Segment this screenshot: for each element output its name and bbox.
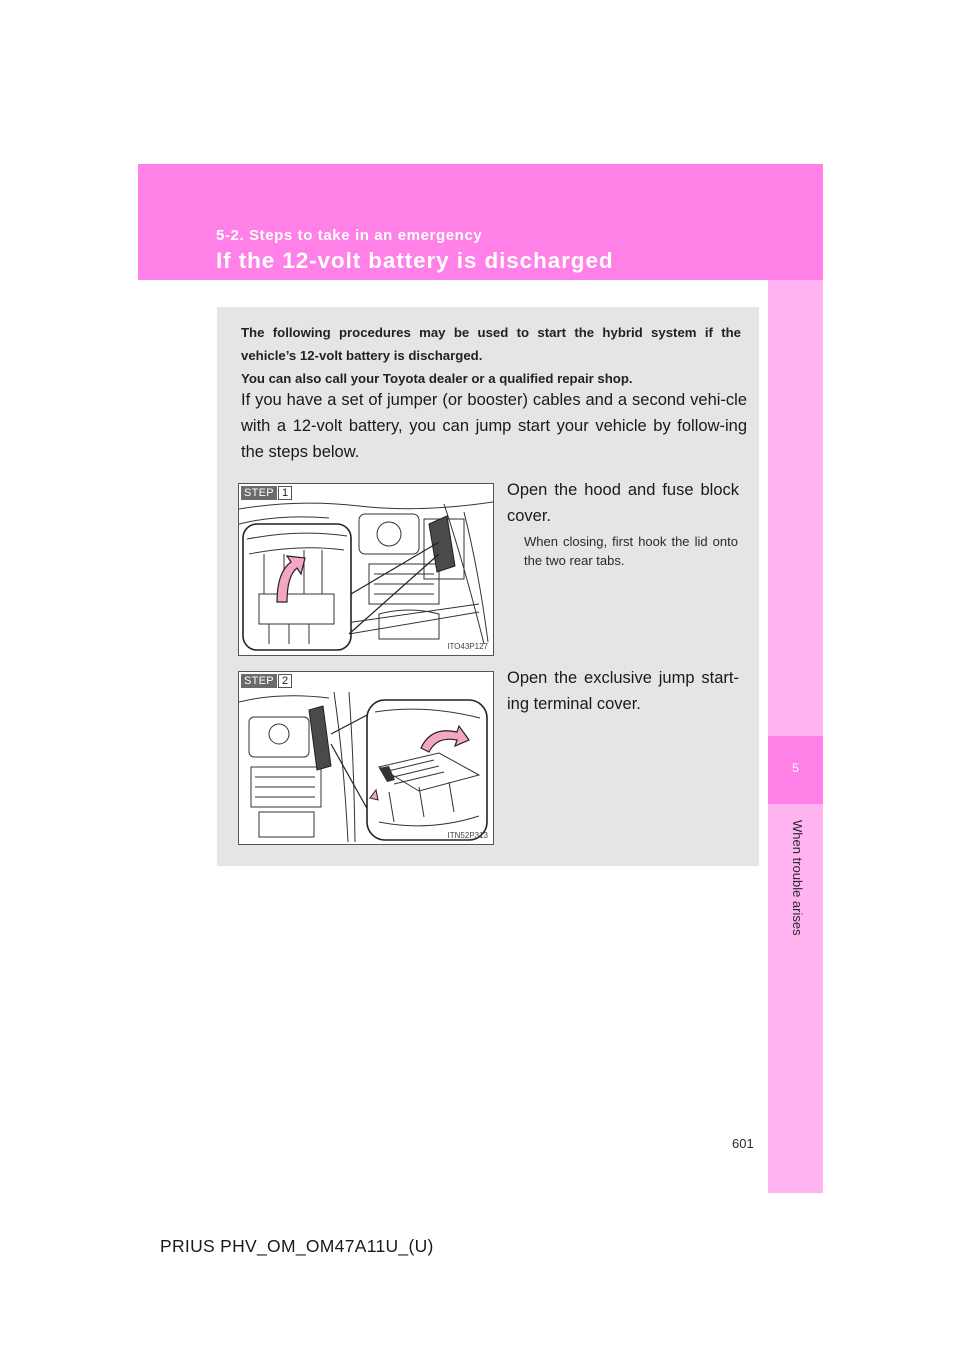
- step-1-text: Open the hood and fuse block cover.: [507, 481, 739, 525]
- step-1-illustration: [238, 483, 494, 656]
- jump-start-terminal-drawing: [239, 672, 493, 844]
- lead-paragraph: If you have a set of jumper (or booster) cables and a second vehi-cle with a 12-volt battery, you can jump start your vehicle by follow-ing the steps below.: [241, 391, 747, 461]
- figure-code: ITO43P127: [447, 642, 488, 651]
- intro-line-2: You can also call your Toyota dealer or a qualified repair shop.: [241, 371, 633, 386]
- chapter-number: 5: [792, 761, 799, 775]
- step-number: 2: [278, 674, 292, 688]
- engine-bay-fuse-block-drawing: [239, 484, 493, 655]
- step-1-note: When closing, first hook the lid onto the two rear tabs.: [524, 534, 738, 568]
- step-label: STEP: [241, 674, 277, 688]
- step-2-text: Open the exclusive jump start-ing terminal cover.: [507, 669, 739, 713]
- step-1-badge: [241, 486, 292, 500]
- intro-text: [241, 321, 741, 390]
- page-number: 601: [732, 1136, 754, 1151]
- chapter-side-tab: [768, 280, 823, 1193]
- chapter-label-text: When trouble arises: [790, 820, 805, 936]
- chapter-label: [785, 820, 807, 1020]
- figure-code: ITN52P313: [447, 831, 488, 840]
- page-title: If the 12-volt battery is discharged: [216, 248, 614, 273]
- step-2-badge: [241, 674, 292, 688]
- procedure-panel: [217, 307, 759, 866]
- document-footer: PRIUS PHV_OM_OM47A11U_(U): [160, 1236, 434, 1256]
- step-label: STEP: [241, 486, 277, 500]
- section-heading: 5-2. Steps to take in an emergency: [216, 227, 483, 244]
- intro-line-1: The following procedures may be used to start the hybrid system if the vehicle’s 12-volt battery is discharged.: [241, 325, 741, 363]
- step-2-illustration: [238, 671, 494, 845]
- step-number: 1: [278, 486, 292, 500]
- chapter-header: [138, 164, 823, 280]
